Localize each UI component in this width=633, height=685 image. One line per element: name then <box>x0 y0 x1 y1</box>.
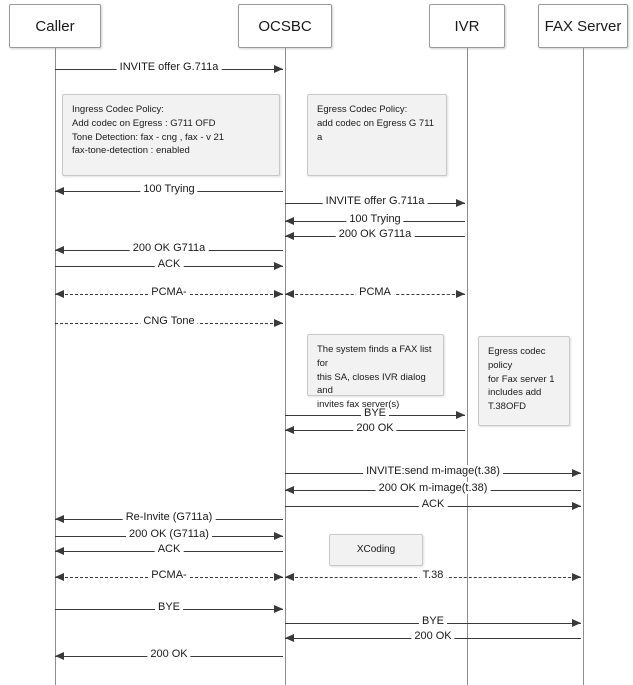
note-line: Add codec on Egress : G711 OFD <box>72 117 216 129</box>
arrowhead-icon <box>285 232 294 240</box>
message-label: T.38 <box>420 569 447 581</box>
note-egress-codec-policy-fax <box>478 336 570 426</box>
arrowhead-icon <box>456 199 465 207</box>
note-line: The system finds a FAX list for <box>317 344 432 369</box>
note-line: T.38OFD <box>488 401 527 413</box>
note-text <box>357 543 395 558</box>
note-line: Tone Detection: fax - cng , fax - v 21 <box>72 131 225 143</box>
note-ingress-codec-policy <box>62 94 280 176</box>
actor-box: FAX Server <box>538 4 628 48</box>
note-line: for Fax server 1 <box>488 373 555 385</box>
arrowhead-icon <box>285 573 294 581</box>
note-line: add codec on Egress G 711 a <box>317 117 435 143</box>
arrowhead-icon <box>274 573 283 581</box>
arrowhead-icon <box>55 187 64 195</box>
note-text <box>317 343 434 412</box>
message-label: BYE <box>419 615 447 627</box>
note-fax-list-note <box>307 334 444 411</box>
message-label: 200 OK <box>411 630 454 642</box>
message-label: INVITE:send m-image(t.38) <box>363 465 503 477</box>
lifeline <box>285 48 286 685</box>
arrowhead-icon <box>55 515 64 523</box>
note-line: Egress Codec Policy: <box>317 104 408 115</box>
arrowhead-icon <box>274 65 283 73</box>
message-label: 100 Trying <box>346 213 403 225</box>
arrowhead-icon <box>274 532 283 540</box>
message-label: PCMA- <box>148 569 189 581</box>
arrowhead-icon <box>285 486 294 494</box>
message-label: 200 OK <box>353 422 396 434</box>
note-egress-codec-policy <box>307 94 447 176</box>
note-text <box>72 103 270 158</box>
message-label: Re-Invite (G711a) <box>123 511 216 523</box>
note-xcoding-note <box>329 534 423 566</box>
message-label: PCMA- <box>148 286 189 298</box>
note-text <box>488 345 560 414</box>
arrowhead-icon <box>55 547 64 555</box>
actor-box: IVR <box>429 4 505 48</box>
message-label: CNG Tone <box>140 315 197 327</box>
arrowhead-icon <box>55 652 64 660</box>
message-label: ACK <box>155 543 184 555</box>
actor-box: Caller <box>9 4 101 48</box>
message-label: 100 Trying <box>140 183 197 195</box>
message-label: 200 OK G711a <box>130 242 209 254</box>
note-line: XCoding <box>356 543 396 555</box>
note-line: includes add <box>488 387 542 399</box>
arrowhead-icon <box>55 290 64 298</box>
arrowhead-icon <box>274 605 283 613</box>
arrowhead-icon <box>55 573 64 581</box>
message-label: INVITE offer G.711a <box>117 61 222 73</box>
arrowhead-icon <box>285 217 294 225</box>
arrowhead-icon <box>572 573 581 581</box>
arrowhead-icon <box>285 426 294 434</box>
arrowhead-icon <box>456 290 465 298</box>
message-label: ACK <box>419 498 448 510</box>
note-line: this SA, closes IVR dialog and <box>317 371 426 397</box>
arrowhead-icon <box>456 411 465 419</box>
note-line: Ingress Codec Policy: <box>72 104 164 115</box>
message-label: 200 OK <box>147 648 190 660</box>
arrowhead-icon <box>274 319 283 327</box>
lifeline <box>55 48 56 685</box>
note-line: invites fax server(s) <box>317 399 400 411</box>
arrowhead-icon <box>274 262 283 270</box>
note-text <box>317 103 437 144</box>
message-label: 200 OK m-image(t.38) <box>376 482 491 494</box>
actor-box: OCSBC <box>238 4 332 48</box>
message-label: INVITE offer G.711a <box>323 195 428 207</box>
arrowhead-icon <box>572 502 581 510</box>
note-line: fax-tone-detection : enabled <box>72 145 190 157</box>
arrowhead-icon <box>572 619 581 627</box>
message-label: BYE <box>155 601 183 613</box>
lifeline <box>583 48 584 685</box>
message-label: BYE <box>361 407 389 419</box>
arrowhead-icon <box>55 246 64 254</box>
arrowhead-icon <box>274 290 283 298</box>
arrowhead-icon <box>285 290 294 298</box>
message-label: 200 OK (G711a) <box>126 528 212 540</box>
arrowhead-icon <box>572 469 581 477</box>
message-label: PCMA <box>356 286 394 298</box>
note-line: Egress codec policy <box>488 346 546 371</box>
lifeline <box>467 48 468 685</box>
arrowhead-icon <box>285 634 294 642</box>
message-label: 200 OK G711a <box>336 228 415 240</box>
message-label: ACK <box>155 258 184 270</box>
